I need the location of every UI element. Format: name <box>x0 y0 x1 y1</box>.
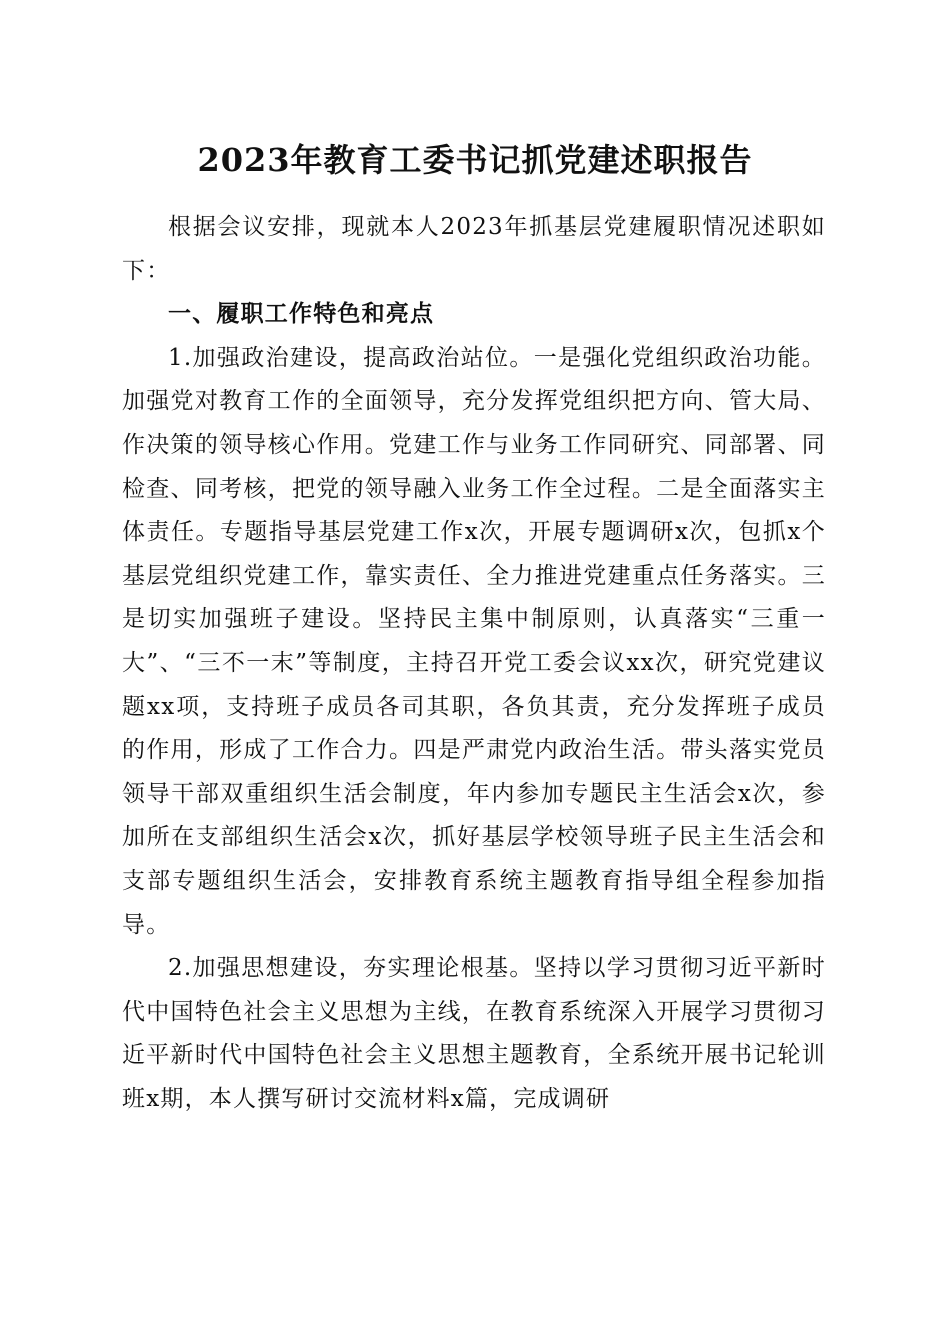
document-title: 2023年教育工委书记抓党建述职报告 <box>197 141 753 179</box>
body-paragraph: 2.加强思想建设，夯实理论根基。坚持以学习贯彻习近平新时代中国特色社会主义思想为主线，在教育系统深入开展学习贯彻习近平新时代中国特色社会主义思想主题教育，全系统开展书记轮训班x期，本人撰写研讨交流材料x篇，完成调研 <box>122 955 826 1112</box>
section-heading: 一、履职工作特色和亮点 <box>168 301 435 328</box>
intro-paragraph: 根据会议安排，现就本人2023年抓基层党建履职情况述职如下： <box>122 214 826 284</box>
document-body <box>122 206 826 1121</box>
body-paragraph: 1.加强政治建设，提高政治站位。一是强化党组织政治功能。加强党对教育工作的全面领导，充分发挥党组织把方向、管大局、作决策的领导核心作用。党建工作与业务工作同研究、同部署、同检查、同考核，把党的领导融入业务工作全过程。二是全面落实主体责任。专题指导基层党建工作x次，开展专题调研x次，包抓x个基层党组织党建工作，靠实责任、全力推进党建重点任务落实。三是切实加强班子建设。坚持民主集中制原则，认真落实“三重一大”、“三不一末”等制度，主持召开党工委会议xx次，研究党建议题xx项，支持班子成员各司其职，各负其责，充分发挥班子成员的作用，形成了工作合力。四是严肃党内政治生活。带头落实党员领导干部双重组织生活会制度，年内参加专题民主生活会x次，参加所在支部组织生活会x次，抓好基层学校领导班子民主生活会和支部专题组织生活会，安排教育系统主题教育指导组全程参加指导。 <box>122 344 826 938</box>
